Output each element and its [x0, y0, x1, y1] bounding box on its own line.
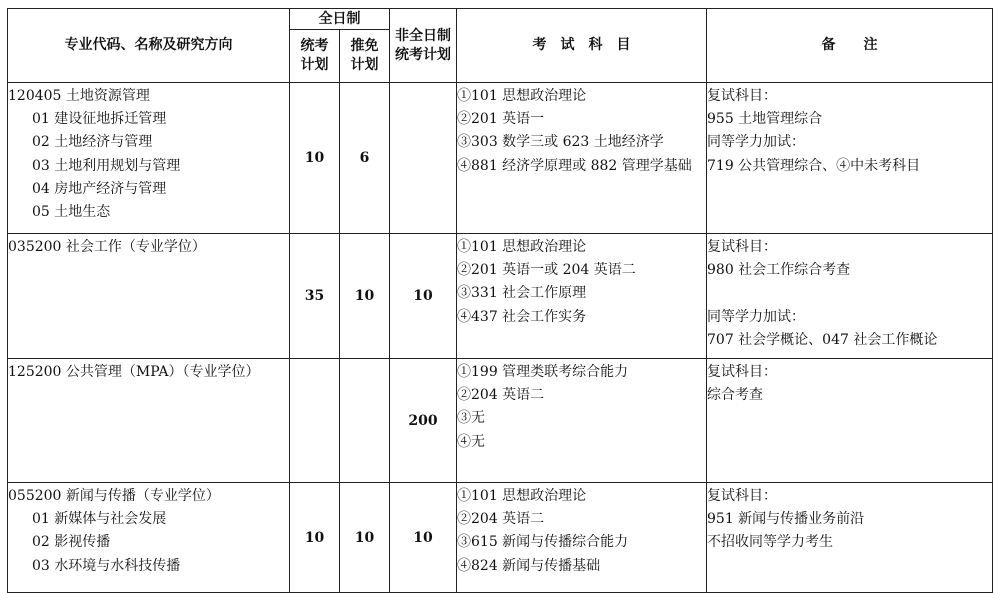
subject-item: ①101 思想政治理论	[457, 88, 587, 104]
header-exempt-line2: 计划	[350, 57, 379, 73]
header-parttime	[390, 9, 457, 83]
remark-item: 707 社会学概论、047 社会工作概论	[707, 331, 938, 348]
program-name: 125200 公共管理（MPA）（专业学位）	[8, 364, 260, 380]
header-unified-line2: 计划	[300, 57, 329, 73]
program-cell	[8, 483, 290, 593]
header-parttime-line1: 非全日制	[395, 27, 451, 44]
parttime-plan-value: 10	[390, 234, 457, 359]
parttime-plan-value: 10	[390, 483, 457, 593]
direction-item: 01 建设征地拆迁管理	[32, 111, 167, 128]
subjects-cell	[457, 83, 707, 234]
subject-item: ②201 英语一或 204 英语二	[457, 262, 636, 279]
subject-item: ①101 思想政治理论	[457, 488, 587, 504]
unified-plan-value	[290, 359, 340, 483]
direction-item: 05 土地生态	[32, 204, 111, 221]
program-cell	[8, 359, 290, 483]
header-unified-plan	[290, 30, 340, 83]
subject-item: ③615 新闻与传播综合能力	[457, 534, 629, 551]
table-row	[8, 234, 993, 359]
header-exempt-line1: 推免	[350, 38, 379, 54]
remark-item: 复试科目：	[707, 88, 777, 104]
direction-item: 02 影视传播	[32, 534, 111, 551]
program-name: 035200 社会工作（专业学位）	[8, 239, 206, 255]
remark-item: 719 公共管理综合、④中未考科目	[707, 157, 921, 174]
remarks-cell	[707, 359, 993, 483]
admissions-table	[7, 8, 993, 593]
exempt-plan-value: 6	[340, 83, 390, 234]
program-name: 055200 新闻与传播（专业学位）	[8, 488, 220, 504]
remark-item: 综合考查	[707, 387, 763, 404]
remarks-cell	[707, 83, 993, 234]
parttime-plan-value: 200	[390, 359, 457, 483]
direction-item: 03 水环境与水科技传播	[32, 557, 181, 574]
subject-item: ④824 新闻与传播基础	[457, 557, 601, 574]
subject-item: ④881 经济学原理或 882 管理学基础	[457, 157, 692, 174]
header-subjects: 考 试 科 目	[457, 9, 707, 83]
header-exempt-plan	[340, 30, 390, 83]
exempt-plan-value: 10	[340, 234, 390, 359]
header-remarks: 备 注	[707, 9, 993, 83]
remark-spacer	[707, 282, 992, 305]
direction-item: 01 新媒体与社会发展	[32, 511, 167, 528]
subject-item: ②204 英语二	[457, 387, 545, 404]
unified-plan-value: 35	[290, 234, 340, 359]
subject-item: ②204 英语二	[457, 511, 545, 528]
subject-item: ①101 思想政治理论	[457, 239, 587, 255]
table-row	[8, 483, 993, 593]
program-cell	[8, 83, 290, 234]
subjects-cell	[457, 234, 707, 359]
remarks-cell	[707, 483, 993, 593]
remark-item: 同等学力加试：	[707, 308, 805, 325]
remark-item: 复试科目：	[707, 239, 777, 255]
program-cell	[8, 234, 290, 359]
remark-item: 不招收同等学力考生	[707, 534, 833, 551]
header-fulltime: 全日制	[290, 9, 390, 30]
header-parttime-line2: 统考计划	[395, 46, 451, 63]
header-program: 专业代码、名称及研究方向	[8, 9, 290, 83]
subject-item: ④无	[457, 433, 485, 450]
subject-item: ②201 英语一	[457, 111, 545, 128]
remarks-cell	[707, 234, 993, 359]
subject-item: ③303 数学三或 623 土地经济学	[457, 134, 664, 151]
unified-plan-value: 10	[290, 483, 340, 593]
direction-item: 03 土地利用规划与管理	[32, 157, 181, 174]
remark-item: 980 社会工作综合考查	[707, 262, 851, 279]
remark-item: 复试科目：	[707, 364, 777, 380]
subjects-cell	[457, 359, 707, 483]
subjects-cell	[457, 483, 707, 593]
header-unified-line1: 统考	[300, 38, 329, 54]
remark-item: 复试科目：	[707, 488, 777, 504]
subject-item: ③331 社会工作原理	[457, 285, 587, 302]
subject-item: ④437 社会工作实务	[457, 308, 587, 325]
remark-item: 951 新闻与传播业务前沿	[707, 511, 865, 528]
table-row	[8, 359, 993, 483]
program-name: 120405 土地资源管理	[8, 88, 150, 104]
remark-item: 955 土地管理综合	[707, 111, 823, 128]
subject-item: ③无	[457, 410, 485, 427]
parttime-plan-value	[390, 83, 457, 234]
exempt-plan-value: 10	[340, 483, 390, 593]
table-row	[8, 83, 993, 234]
subject-item: ①199 管理类联考综合能力	[457, 364, 629, 380]
direction-item: 04 房地产经济与管理	[32, 180, 167, 197]
exempt-plan-value	[340, 359, 390, 483]
remark-item: 同等学力加试：	[707, 134, 805, 151]
direction-item: 02 土地经济与管理	[32, 134, 153, 151]
unified-plan-value: 10	[290, 83, 340, 234]
